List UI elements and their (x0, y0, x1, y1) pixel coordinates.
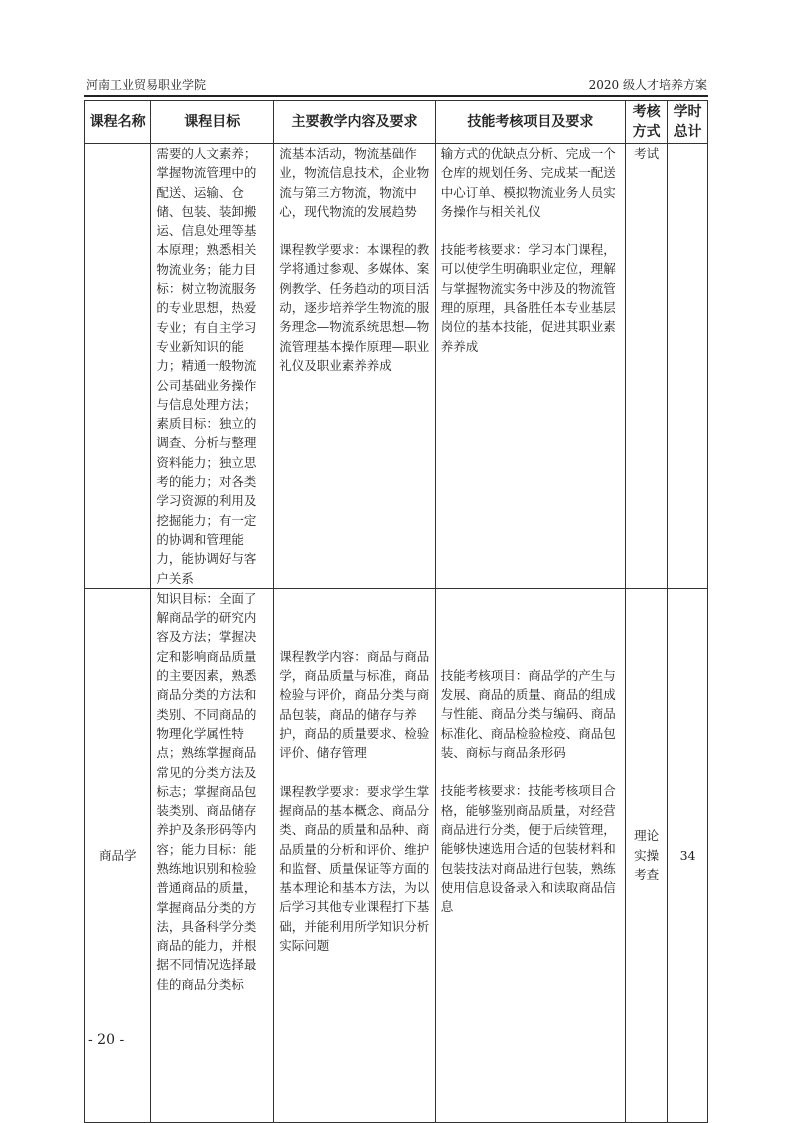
table-header-row (85, 101, 708, 144)
teaching-requirement-paragraph: 课程教学要求：要求学生掌握商品的基本概念、商品分类、商品的质量和品种、商品质量的分析和评价、维护和监督、质量保证等方面的基本理论和基本方法，为以后学习其他专业课程打下基础，并能利用所学知识分析实际问题 (279, 783, 430, 953)
column-header-method-line: 考核 (632, 104, 661, 120)
column-header-hours-line: 学时 (673, 104, 702, 120)
skill-assessment-cell (435, 144, 625, 589)
total-hours-cell (668, 144, 708, 589)
column-header-total-hours (668, 101, 708, 144)
total-hours-cell: 34 (668, 588, 708, 1122)
teaching-content-paragraph: 流基本活动，物流基础作业，物流信息技术，企业物流与第三方物流，物流中心，现代物流的发展趋势 (279, 146, 430, 219)
skill-requirement-paragraph: 技能考核要求：学习本门课程，可以使学生明确职业定位，理解与掌握物流实务中涉及的物流管理的原理，具备胜任本专业基层岗位的基本技能，促进其职业素养养成 (440, 242, 616, 354)
teaching-requirement-paragraph: 课程教学要求：本课程的教学将通过参观、多媒体、案例教学、任务趋动的项目活动，逐步培养学生物流的服务理念—物流系统思想—物流管理基本操作原理—职业礼仪及职业素养养成 (279, 242, 430, 373)
skill-items-paragraph: 输方式的优缺点分析、完成一个仓库的规划任务、完成某一配送中心订单、模拟物流业务人员实务操作与相关礼仪 (440, 146, 616, 219)
teaching-content-cell (274, 144, 436, 589)
header-rule (84, 95, 708, 97)
skill-requirement-paragraph: 技能考核要求：技能考核项目合格，能够鉴别商品质量，对经营商品进行分类，便于后续管理，能够快速选用合适的包装材料和包装技法对商品进行包装，熟练使用信息设备录入和读取商品信息 (440, 783, 616, 915)
skill-assessment-cell (435, 588, 625, 1122)
table-row (85, 144, 708, 589)
course-name-cell: 商品学 (85, 588, 151, 1122)
header-doc-title: 2020 级人才培养方案 (588, 78, 707, 92)
page-number: - 20 - (88, 1032, 125, 1048)
column-header-skill-assessment: 技能考核项目及要求 (435, 101, 625, 144)
course-objective-cell: 知识目标：全面了解商品学的研究内容及方法；掌握决定和影响商品质量的主要因素，熟悉商品分类的方法和类别、不同商品的物理化学属性特点；熟练掌握商品常见的分类方法及标志；掌握商品包装类别、商品储存养护及条形码等内容；能力目标：能熟练地识别和检验普通商品的质量，掌握商品分类的方法，具备科学分类商品的能力，并根据不同情况选择最佳的商品分类标 (151, 588, 274, 1122)
column-header-assessment-method (626, 101, 668, 144)
table-row (85, 588, 708, 1122)
column-header-teaching-content: 主要教学内容及要求 (274, 101, 436, 144)
course-objective-cell: 需要的人文素养；掌握物流管理中的配送、运输、仓储、包装、装卸搬运、信息处理等基本原理；熟悉相关物流业务；能力目标：树立物流服务的专业思想，热爱专业；有自主学习专业新知识的能力；精通一般物流公司基础业务操作与信息处理方法；素质目标：独立的调查、分析与整理资料能力；独立思考的能力；对各类学习资源的利用及挖掘能力；有一定的协调和管理能力，能协调好与客户关系 (151, 144, 274, 589)
assessment-method-cell: 考试 (626, 144, 668, 589)
column-header-course-name: 课程名称 (85, 101, 151, 144)
header-institution: 河南工业贸易职业学院 (86, 78, 207, 92)
course-table (84, 100, 708, 1123)
column-header-method-line: 方式 (632, 124, 661, 140)
column-header-course-objective: 课程目标 (151, 101, 274, 144)
assessment-method-cell: 理论实操考查 (626, 588, 668, 1122)
column-header-hours-line: 总计 (673, 124, 702, 140)
teaching-content-cell (274, 588, 436, 1122)
teaching-content-paragraph: 课程教学内容：商品与商品学，商品质量与标准，商品检验与评价，商品分类与商品包装，商品的储存与养护，商品的质量要求、检验评价、储存管理 (279, 648, 430, 761)
course-name-cell (85, 144, 151, 589)
skill-items-paragraph: 技能考核项目：商品学的产生与发展、商品的质量、商品的组成与性能、商品分类与编码、商品标准化、商品检验检疫、商品包装、商标与商品条形码 (440, 667, 616, 761)
